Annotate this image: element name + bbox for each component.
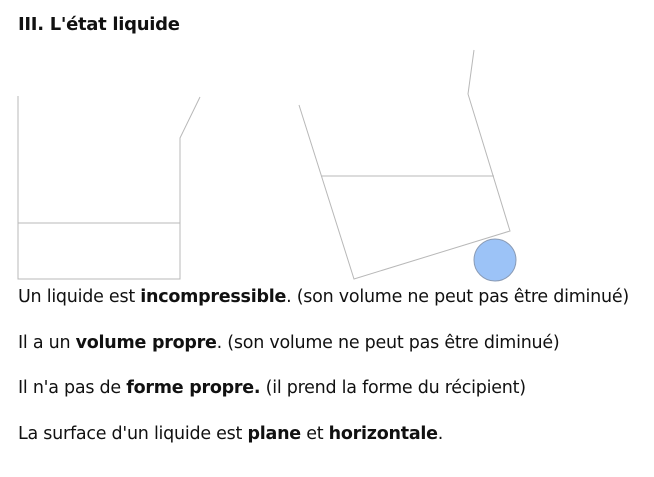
page-title: III. L'état liquide <box>18 14 180 35</box>
statement-text: Un liquide est <box>18 287 141 307</box>
statement-keyword: horizontale <box>328 424 438 444</box>
statement-keyword: volume propre <box>75 333 217 353</box>
statement-incompressible <box>18 287 629 307</box>
statement-forme-propre <box>18 378 526 398</box>
statement-keyword: forme propre. <box>126 378 261 398</box>
tilted-container-outline <box>299 50 510 279</box>
statement-text: . (son volume ne peut pas être diminué) <box>286 287 629 307</box>
upright-container-outline <box>18 96 200 279</box>
statement-volume-propre <box>18 333 560 353</box>
upright-container <box>18 96 200 279</box>
statement-keyword: plane <box>247 424 301 444</box>
statement-keyword: incompressible <box>140 287 287 307</box>
statement-text: Il n'a pas de <box>18 378 127 398</box>
blue-ball <box>474 239 516 281</box>
statement-text: . <box>437 424 444 444</box>
statement-text: . (son volume ne peut pas être diminué) <box>216 333 560 353</box>
statement-text: et <box>300 424 329 444</box>
statement-surface <box>18 424 443 444</box>
tilted-container <box>299 50 510 279</box>
statement-text: Il a un <box>18 333 76 353</box>
statement-text: (il prend la forme du récipient) <box>260 378 526 398</box>
statement-text: La surface d'un liquide est <box>18 424 248 444</box>
